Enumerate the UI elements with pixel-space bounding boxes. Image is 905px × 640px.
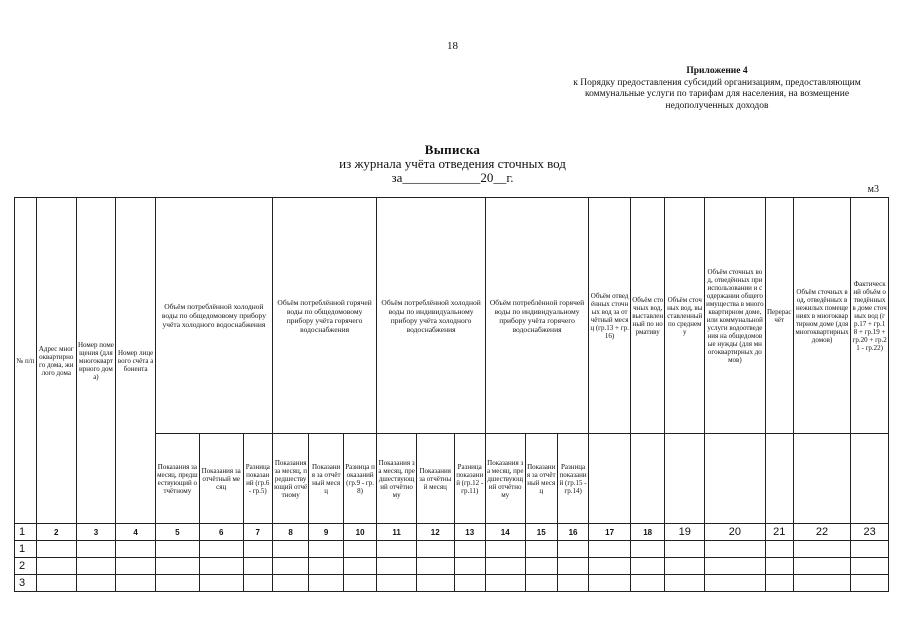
col-header-9: Показания за отчётный месяц <box>309 434 343 524</box>
data-rows <box>15 541 889 592</box>
table-cell <box>309 575 343 592</box>
table-cell <box>485 558 525 575</box>
table-cell <box>485 575 525 592</box>
table-cell <box>343 575 376 592</box>
table-cell <box>765 541 793 558</box>
col-header-3: Номер помещения (для многоквартирного дома) <box>76 198 116 524</box>
table-cell <box>199 541 243 558</box>
column-number: 12 <box>416 524 454 541</box>
row-number: 3 <box>15 575 37 592</box>
table-cell <box>309 558 343 575</box>
col-header-10: Разница показаний (гр.9 - гр.8) <box>343 434 376 524</box>
table-cell <box>557 558 588 575</box>
column-number: 18 <box>630 524 664 541</box>
table-cell <box>343 558 376 575</box>
table-cell <box>309 541 343 558</box>
col-header-2: Адрес многоквартирного дома, жилого дома <box>36 198 76 524</box>
table-cell <box>665 541 705 558</box>
table-cell <box>155 541 199 558</box>
col-header-12: Показания за отчётный месяц <box>416 434 454 524</box>
table-row <box>15 558 889 575</box>
table-cell <box>485 541 525 558</box>
appendix-text: к Порядку предоставления субсидий организациям, предоставляющим коммунальные услуги по тарифам для населения, на возмещение недополученных доходов <box>573 77 861 111</box>
table-cell <box>243 541 272 558</box>
table-cell <box>36 541 76 558</box>
column-number: 9 <box>309 524 343 541</box>
col-header-6: Показания за отчётный месяц <box>199 434 243 524</box>
table-cell <box>36 575 76 592</box>
table-cell <box>36 558 76 575</box>
col-header-22: Объём сточных вод, отведённых в нежилых помещениях в многоквартирном доме (для многоквартирных домов) <box>793 198 850 434</box>
col-header-16: Разница показаний (гр.15 - гр.14) <box>557 434 588 524</box>
col-header-4: Номер лицевого счёта абонента <box>116 198 156 524</box>
col-header-14: Показания за месяц, предшествующий отчётному <box>485 434 525 524</box>
column-number: 4 <box>116 524 156 541</box>
col-header-11: Показания за месяц, предшествующий отчётному <box>377 434 417 524</box>
col-header-1: № п/п <box>15 198 37 524</box>
table-cell <box>665 575 705 592</box>
table-cell <box>630 541 664 558</box>
table-cell <box>765 558 793 575</box>
column-number: 13 <box>454 524 485 541</box>
table-cell <box>343 541 376 558</box>
col-header-7: Разница показаний (гр.6 - гр.5) <box>243 434 272 524</box>
column-number-row <box>15 524 889 541</box>
table-cell <box>665 558 705 575</box>
table-cell <box>630 558 664 575</box>
table-cell <box>76 575 116 592</box>
col-header-23: Фактический объём отведённых в доме сточных вод (гр.17 + гр.18 + гр.19 + гр.20 + гр.21 - гр.22) <box>851 198 889 434</box>
column-number: 15 <box>525 524 557 541</box>
table-cell <box>851 575 889 592</box>
title-line-2: из журнала учёта отведения сточных вод <box>339 156 566 171</box>
appendix-block <box>567 66 867 112</box>
column-number: 1 <box>15 524 37 541</box>
table-cell <box>589 558 631 575</box>
header-blank-cell <box>765 434 793 524</box>
table-cell <box>272 558 309 575</box>
table-cell <box>116 575 156 592</box>
header-blank-cell <box>705 434 766 524</box>
title-line-1: Выписка <box>424 142 481 157</box>
appendix-title: Приложение 4 <box>686 66 748 76</box>
table-cell <box>116 558 156 575</box>
table-row <box>15 575 889 592</box>
column-number: 23 <box>851 524 889 541</box>
column-number: 10 <box>343 524 376 541</box>
table-row <box>15 541 889 558</box>
table-cell <box>851 558 889 575</box>
col-header-5: Показания за месяц, предшествующий отчётному <box>155 434 199 524</box>
table-cell <box>155 558 199 575</box>
col-header-8: Показания за месяц, предшествующий отчётному <box>272 434 309 524</box>
column-number: 21 <box>765 524 793 541</box>
column-number: 6 <box>199 524 243 541</box>
column-number: 20 <box>705 524 766 541</box>
table-cell <box>557 541 588 558</box>
table-cell <box>557 575 588 592</box>
header-blank-cell <box>851 434 889 524</box>
table-cell <box>793 575 850 592</box>
col-header-13: Разница показаний (гр.12 - гр.11) <box>454 434 485 524</box>
col-header-19: Объём сточных вод, выставленный по среднему <box>665 198 705 434</box>
table-cell <box>76 541 116 558</box>
column-number: 5 <box>155 524 199 541</box>
table-cell <box>454 575 485 592</box>
header-blank-cell <box>630 434 664 524</box>
table-cell <box>199 558 243 575</box>
column-number: 17 <box>589 524 631 541</box>
col-header-20: Объём сточных вод, отведённых при использовании и содержании общего имущества в многоквартирном доме, или коммунальной услуги водоотведения на общедомовые нужды (для многоквартирных домов) <box>705 198 766 434</box>
document-title <box>0 143 905 185</box>
table-cell <box>589 575 631 592</box>
col-header-15: Показания за отчётный месяц <box>525 434 557 524</box>
group-header-hot-common: Объём потреблённой горячей воды по общедомовому прибору учёта горячего водоснабжения <box>272 198 376 434</box>
table-cell <box>416 575 454 592</box>
table-cell <box>199 575 243 592</box>
row-number: 2 <box>15 558 37 575</box>
table-cell <box>416 541 454 558</box>
header-row-1 <box>15 198 889 434</box>
col-header-18: Объём сточных вод, выставленный по нормативу <box>630 198 664 434</box>
col-header-17: Объём отведённых сточных вод за отчётный месяц (гр.13 + гр.16) <box>589 198 631 434</box>
header-blank-cell <box>793 434 850 524</box>
group-header-cold-common: Объём потреблённой холодной воды по общедомовому прибору учёта холодного водоснабжения <box>155 198 272 434</box>
table-cell <box>705 558 766 575</box>
column-number: 8 <box>272 524 309 541</box>
column-number: 2 <box>36 524 76 541</box>
table-cell <box>454 558 485 575</box>
table-cell <box>705 541 766 558</box>
table-cell <box>525 558 557 575</box>
table-cell <box>377 541 417 558</box>
header-blank-cell <box>665 434 705 524</box>
table-cell <box>272 575 309 592</box>
group-header-hot-individual: Объём потреблённой горячей воды по индивидуальному прибору учёта горячего водоснабжения <box>485 198 588 434</box>
table-cell <box>377 558 417 575</box>
group-header-cold-individual: Объём потреблённой холодной воды по индивидуальному прибору учёта холодного водоснабжения <box>377 198 486 434</box>
column-number: 19 <box>665 524 705 541</box>
table-cell <box>116 541 156 558</box>
journal-table <box>14 197 889 592</box>
title-line-3: за____________20__г. <box>391 170 514 185</box>
table-cell <box>76 558 116 575</box>
column-number: 16 <box>557 524 588 541</box>
header-blank-cell <box>589 434 631 524</box>
col-header-21: Перерасчёт <box>765 198 793 434</box>
column-number: 7 <box>243 524 272 541</box>
table-cell <box>155 575 199 592</box>
column-number: 3 <box>76 524 116 541</box>
table-cell <box>525 575 557 592</box>
table-cell <box>454 541 485 558</box>
table-cell <box>243 558 272 575</box>
table-cell <box>793 558 850 575</box>
row-number: 1 <box>15 541 37 558</box>
table-cell <box>589 541 631 558</box>
table-cell <box>377 575 417 592</box>
table-cell <box>630 575 664 592</box>
column-number: 11 <box>377 524 417 541</box>
table-cell <box>793 541 850 558</box>
table-cell <box>705 575 766 592</box>
column-number: 22 <box>793 524 850 541</box>
page-number: 18 <box>447 40 458 52</box>
table-cell <box>765 575 793 592</box>
table-cell <box>243 575 272 592</box>
table-cell <box>525 541 557 558</box>
table-cell <box>416 558 454 575</box>
table-cell <box>851 541 889 558</box>
column-number: 14 <box>485 524 525 541</box>
unit-label: м3 <box>867 184 879 195</box>
table-cell <box>272 541 309 558</box>
